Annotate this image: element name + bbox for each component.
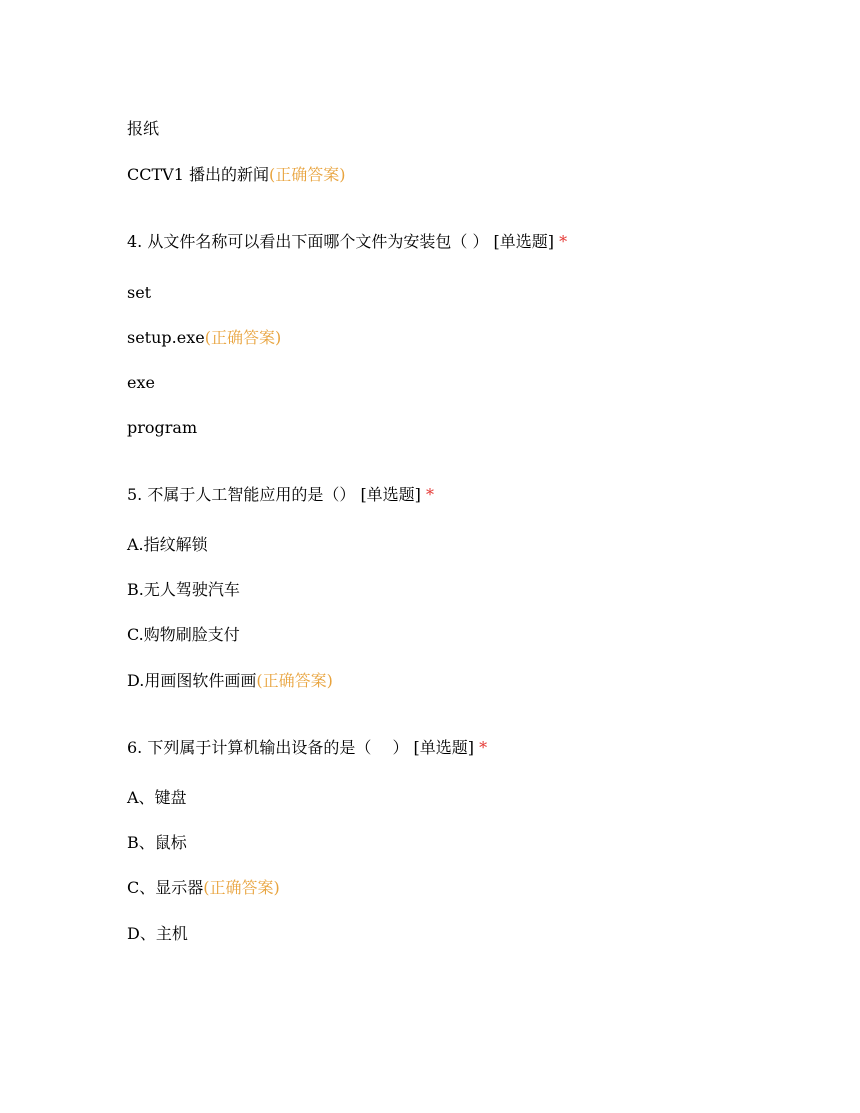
question-title-text: 4. 从文件名称可以看出下面哪个文件为安装包（ ） [单选题] [127,232,555,251]
option-text [127,671,333,691]
required-mark: * [426,485,435,504]
option-label: 报纸 [127,119,160,138]
question-title [127,738,487,758]
option-label: A.指纹解锁 [127,535,208,554]
option-text [127,165,345,185]
option-label: D.用画图软件画画 [127,671,257,690]
option-label: B、鼠标 [127,833,187,852]
option-text [127,535,208,555]
option-text [127,788,187,808]
option-label: set [127,283,152,302]
question-title-text: 6. 下列属于计算机输出设备的是（ ） [单选题] [127,738,475,757]
correct-answer-mark: (正确答案) [203,878,280,897]
option-text [127,328,281,348]
option-label: setup.exe [127,328,205,347]
option-label: exe [127,373,155,392]
option-label: C.购物刷脸支付 [127,625,240,644]
correct-answer-mark: (正确答案) [256,671,333,690]
question-title-text: 5. 不属于人工智能应用的是（） [单选题] [127,485,421,504]
option-label: D、主机 [127,924,188,943]
option-label: B.无人驾驶汽车 [127,580,240,599]
option-label: C、显示器 [127,878,204,897]
option-text [127,418,197,438]
option-label: program [127,418,198,437]
option-text [127,373,155,393]
correct-answer-mark: (正确答案) [268,165,346,184]
option-text [127,283,151,303]
required-mark: * [479,738,488,757]
option-text [127,924,188,944]
required-mark: * [559,232,568,251]
correct-answer-mark: (正确答案) [204,328,282,347]
question-title [127,485,434,505]
option-text [127,625,240,645]
question-title [127,232,567,252]
option-text [127,878,280,898]
option-text [127,119,159,139]
option-label: A、键盘 [127,788,187,807]
option-text [127,580,240,600]
option-text [127,833,187,853]
option-label: CCTV1 播出的新闻 [127,165,269,184]
